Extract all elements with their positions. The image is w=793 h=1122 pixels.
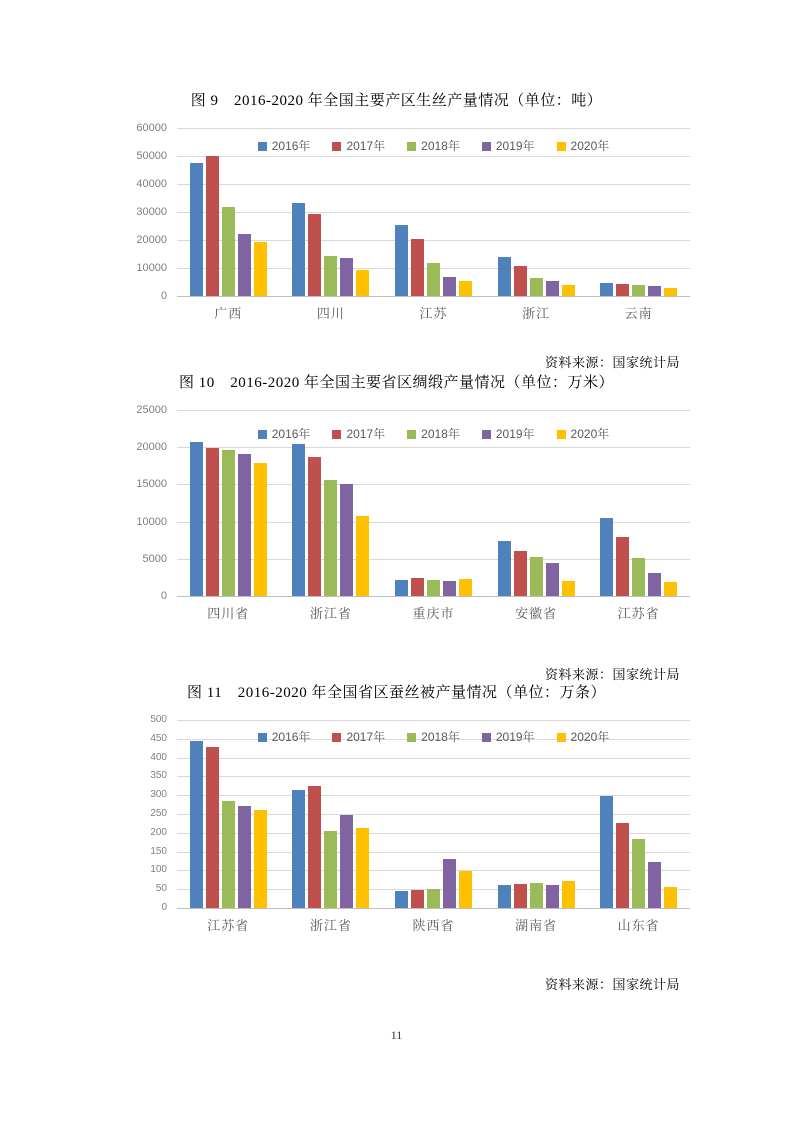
bar-group bbox=[600, 796, 677, 908]
plot-area bbox=[177, 410, 690, 597]
bar-groups bbox=[177, 128, 690, 296]
bar-group bbox=[292, 786, 369, 908]
plot-area bbox=[177, 720, 690, 909]
bar bbox=[616, 537, 629, 596]
bar-groups bbox=[177, 720, 690, 908]
y-tick-label: 50000 bbox=[136, 150, 167, 162]
bar bbox=[190, 163, 203, 296]
figure-9-source: 资料来源：国家统计局 bbox=[544, 355, 680, 370]
bar bbox=[546, 281, 559, 296]
legend-swatch-icon bbox=[332, 733, 341, 742]
bar bbox=[238, 806, 251, 908]
legend-label: 2016年 bbox=[271, 427, 311, 441]
bar-group bbox=[498, 257, 575, 296]
bar bbox=[664, 288, 677, 296]
bar bbox=[600, 796, 613, 908]
bar bbox=[427, 889, 440, 908]
y-tick-label: 10000 bbox=[136, 262, 167, 274]
x-category-label: 山东省 bbox=[617, 918, 660, 933]
y-tick-label: 5000 bbox=[142, 552, 167, 565]
y-axis bbox=[115, 714, 177, 913]
chart-legend bbox=[177, 731, 690, 743]
bar bbox=[324, 480, 337, 596]
bar bbox=[562, 881, 575, 908]
bar bbox=[356, 270, 369, 296]
y-tick-label: 200 bbox=[150, 826, 167, 838]
y-axis bbox=[115, 404, 177, 602]
legend-label: 2019年 bbox=[495, 427, 535, 441]
bar bbox=[292, 203, 305, 296]
bar bbox=[632, 285, 645, 296]
legend-item bbox=[332, 428, 385, 440]
legend-label: 2017年 bbox=[346, 427, 386, 441]
y-tick-label: 20000 bbox=[136, 441, 167, 454]
bar bbox=[514, 551, 527, 596]
plot-area bbox=[177, 128, 690, 297]
y-tick-label: 0 bbox=[161, 902, 167, 913]
x-axis-labels bbox=[177, 603, 690, 622]
legend-swatch-icon bbox=[482, 733, 491, 742]
x-category-label: 安徽省 bbox=[515, 606, 558, 621]
bar bbox=[395, 891, 408, 908]
bar-group bbox=[600, 283, 677, 296]
bar-group bbox=[292, 203, 369, 296]
y-tick-label: 350 bbox=[150, 770, 167, 782]
legend-label: 2020年 bbox=[570, 730, 610, 744]
bar bbox=[514, 884, 527, 908]
bar bbox=[238, 234, 251, 296]
bar-group bbox=[395, 859, 472, 908]
figure-9 bbox=[0, 90, 793, 371]
bar bbox=[648, 286, 661, 296]
bar bbox=[616, 823, 629, 908]
legend-item bbox=[407, 428, 460, 440]
x-category-label: 江苏 bbox=[419, 306, 448, 321]
bar-group bbox=[190, 156, 267, 296]
bar bbox=[356, 828, 369, 908]
legend-item bbox=[258, 140, 311, 152]
legend-swatch-icon bbox=[332, 142, 341, 151]
chart-legend bbox=[177, 428, 690, 440]
bar-group bbox=[600, 518, 677, 596]
bar-group bbox=[498, 541, 575, 596]
legend-swatch-icon bbox=[557, 430, 566, 439]
bar bbox=[600, 283, 613, 296]
y-tick-label: 0 bbox=[160, 590, 167, 602]
bar bbox=[443, 859, 456, 908]
legend-item bbox=[557, 428, 610, 440]
bar bbox=[459, 871, 472, 908]
legend-label: 2019年 bbox=[495, 730, 535, 744]
x-category-label: 云南 bbox=[624, 306, 653, 321]
bar bbox=[546, 885, 559, 908]
x-axis-labels bbox=[177, 303, 690, 322]
bar-group bbox=[190, 741, 267, 908]
bar bbox=[324, 831, 337, 908]
bar bbox=[632, 839, 645, 908]
legend-item bbox=[407, 731, 460, 743]
bar bbox=[632, 558, 645, 596]
bar bbox=[308, 214, 321, 296]
y-tick-label: 400 bbox=[150, 751, 167, 763]
y-tick-label: 250 bbox=[150, 808, 167, 819]
bar bbox=[562, 581, 575, 596]
legend-swatch-icon bbox=[407, 430, 416, 439]
y-tick-label: 10000 bbox=[136, 515, 167, 528]
bar bbox=[427, 263, 440, 296]
y-tick-label: 450 bbox=[150, 732, 167, 744]
bar bbox=[222, 450, 235, 596]
legend-swatch-icon bbox=[258, 733, 267, 742]
x-category-label: 浙江省 bbox=[309, 606, 352, 621]
figure-10-chart bbox=[115, 404, 690, 622]
legend-label: 2018年 bbox=[421, 139, 460, 153]
legend-item bbox=[557, 731, 610, 743]
legend-swatch-icon bbox=[482, 142, 491, 151]
x-category-label: 江苏省 bbox=[617, 606, 660, 621]
bar bbox=[427, 580, 440, 596]
y-tick-label: 40000 bbox=[136, 178, 167, 190]
bar bbox=[238, 454, 251, 596]
bar bbox=[498, 257, 511, 296]
x-category-label: 四川省 bbox=[207, 606, 250, 621]
legend-item bbox=[482, 140, 535, 152]
legend-swatch-icon bbox=[557, 142, 566, 151]
bar bbox=[222, 207, 235, 296]
legend-label: 2017年 bbox=[346, 730, 386, 744]
bar-group bbox=[395, 578, 472, 596]
y-axis bbox=[115, 122, 177, 302]
bar bbox=[664, 582, 677, 596]
bar bbox=[664, 887, 677, 908]
chart-legend bbox=[177, 140, 690, 152]
y-tick-label: 500 bbox=[150, 714, 167, 725]
bar bbox=[395, 225, 408, 296]
legend-item bbox=[258, 731, 311, 743]
x-category-label: 湖南省 bbox=[515, 918, 558, 933]
y-tick-label: 50 bbox=[155, 883, 167, 895]
x-category-label: 江苏省 bbox=[207, 918, 250, 933]
bar bbox=[616, 284, 629, 296]
legend-label: 2017年 bbox=[346, 139, 386, 153]
bar bbox=[530, 557, 543, 596]
figure-11-title: 图 11 2016-2020 年全国省区蚕丝被产量情况（单位：万条） bbox=[187, 685, 606, 701]
legend-item bbox=[332, 140, 385, 152]
y-tick-label: 0 bbox=[160, 290, 167, 302]
legend-swatch-icon bbox=[407, 733, 416, 742]
bar bbox=[254, 810, 267, 908]
bar bbox=[340, 484, 353, 596]
y-tick-label: 60000 bbox=[136, 122, 167, 134]
bar bbox=[411, 578, 424, 596]
figure-9-title: 图 9 2016-2020 年全国主要产区生丝产量情况（单位：吨） bbox=[190, 93, 603, 109]
bar bbox=[530, 883, 543, 908]
bar bbox=[254, 242, 267, 296]
bar bbox=[254, 463, 267, 596]
bar bbox=[292, 790, 305, 908]
legend-item bbox=[258, 428, 311, 440]
bar bbox=[222, 801, 235, 908]
y-tick-label: 150 bbox=[150, 845, 167, 857]
bar bbox=[292, 444, 305, 596]
legend-item bbox=[557, 140, 610, 152]
figure-10-source: 资料来源：国家统计局 bbox=[544, 667, 680, 682]
legend-swatch-icon bbox=[332, 430, 341, 439]
y-tick-label: 15000 bbox=[136, 478, 167, 491]
y-tick-label: 30000 bbox=[136, 206, 167, 218]
bar bbox=[459, 281, 472, 296]
bar bbox=[206, 448, 219, 596]
bar bbox=[546, 563, 559, 596]
legend-swatch-icon bbox=[258, 142, 267, 151]
bar bbox=[308, 786, 321, 908]
x-category-label: 广西 bbox=[214, 306, 243, 321]
x-category-label: 浙江省 bbox=[309, 918, 352, 933]
bar bbox=[190, 741, 203, 908]
figure-10 bbox=[0, 372, 793, 683]
figure-11-source: 资料来源：国家统计局 bbox=[544, 977, 680, 992]
y-tick-label: 20000 bbox=[136, 234, 167, 246]
legend-label: 2018年 bbox=[421, 427, 460, 441]
bar bbox=[459, 579, 472, 596]
bar bbox=[206, 156, 219, 296]
bar bbox=[340, 815, 353, 908]
legend-item bbox=[482, 428, 535, 440]
bar bbox=[411, 890, 424, 908]
figure-10-title: 图 10 2016-2020 年全国主要省区绸缎产量情况（单位：万米） bbox=[179, 375, 614, 391]
bar bbox=[648, 573, 661, 596]
legend-swatch-icon bbox=[407, 142, 416, 151]
bar bbox=[443, 277, 456, 296]
legend-swatch-icon bbox=[482, 430, 491, 439]
bar bbox=[530, 278, 543, 296]
bar bbox=[190, 442, 203, 596]
bar-group bbox=[498, 881, 575, 908]
y-tick-label: 300 bbox=[150, 789, 167, 801]
bar bbox=[356, 516, 369, 596]
page-number: 11 bbox=[390, 1028, 403, 1042]
bar bbox=[562, 285, 575, 296]
legend-swatch-icon bbox=[557, 733, 566, 742]
bar bbox=[308, 457, 321, 596]
legend-item bbox=[482, 731, 535, 743]
x-category-label: 重庆市 bbox=[412, 606, 455, 621]
bar bbox=[411, 239, 424, 296]
x-category-label: 浙江 bbox=[522, 306, 551, 321]
bar-group bbox=[395, 225, 472, 296]
bar-group bbox=[190, 442, 267, 596]
bar bbox=[498, 541, 511, 596]
bar bbox=[206, 747, 219, 908]
bar bbox=[514, 266, 527, 296]
x-category-label: 四川 bbox=[316, 306, 345, 321]
legend-label: 2020年 bbox=[570, 427, 610, 441]
bar bbox=[340, 258, 353, 296]
y-tick-label: 25000 bbox=[136, 404, 167, 416]
legend-item bbox=[332, 731, 385, 743]
y-tick-label: 100 bbox=[150, 864, 167, 876]
x-category-label: 陕西省 bbox=[412, 918, 455, 933]
legend-label: 2016年 bbox=[271, 730, 311, 744]
figure-11-chart bbox=[115, 714, 690, 934]
x-axis-labels bbox=[177, 915, 690, 934]
legend-swatch-icon bbox=[258, 430, 267, 439]
legend-label: 2016年 bbox=[271, 139, 311, 153]
figure-11 bbox=[0, 682, 793, 993]
bar bbox=[395, 580, 408, 596]
bar bbox=[498, 885, 511, 908]
bar bbox=[324, 256, 337, 296]
legend-label: 2018年 bbox=[421, 730, 460, 744]
legend-label: 2020年 bbox=[570, 139, 610, 153]
bar bbox=[443, 581, 456, 596]
bar-group bbox=[292, 444, 369, 596]
legend-label: 2019年 bbox=[495, 139, 535, 153]
legend-item bbox=[407, 140, 460, 152]
figure-9-chart bbox=[115, 122, 690, 322]
bar bbox=[648, 862, 661, 908]
bar bbox=[600, 518, 613, 596]
